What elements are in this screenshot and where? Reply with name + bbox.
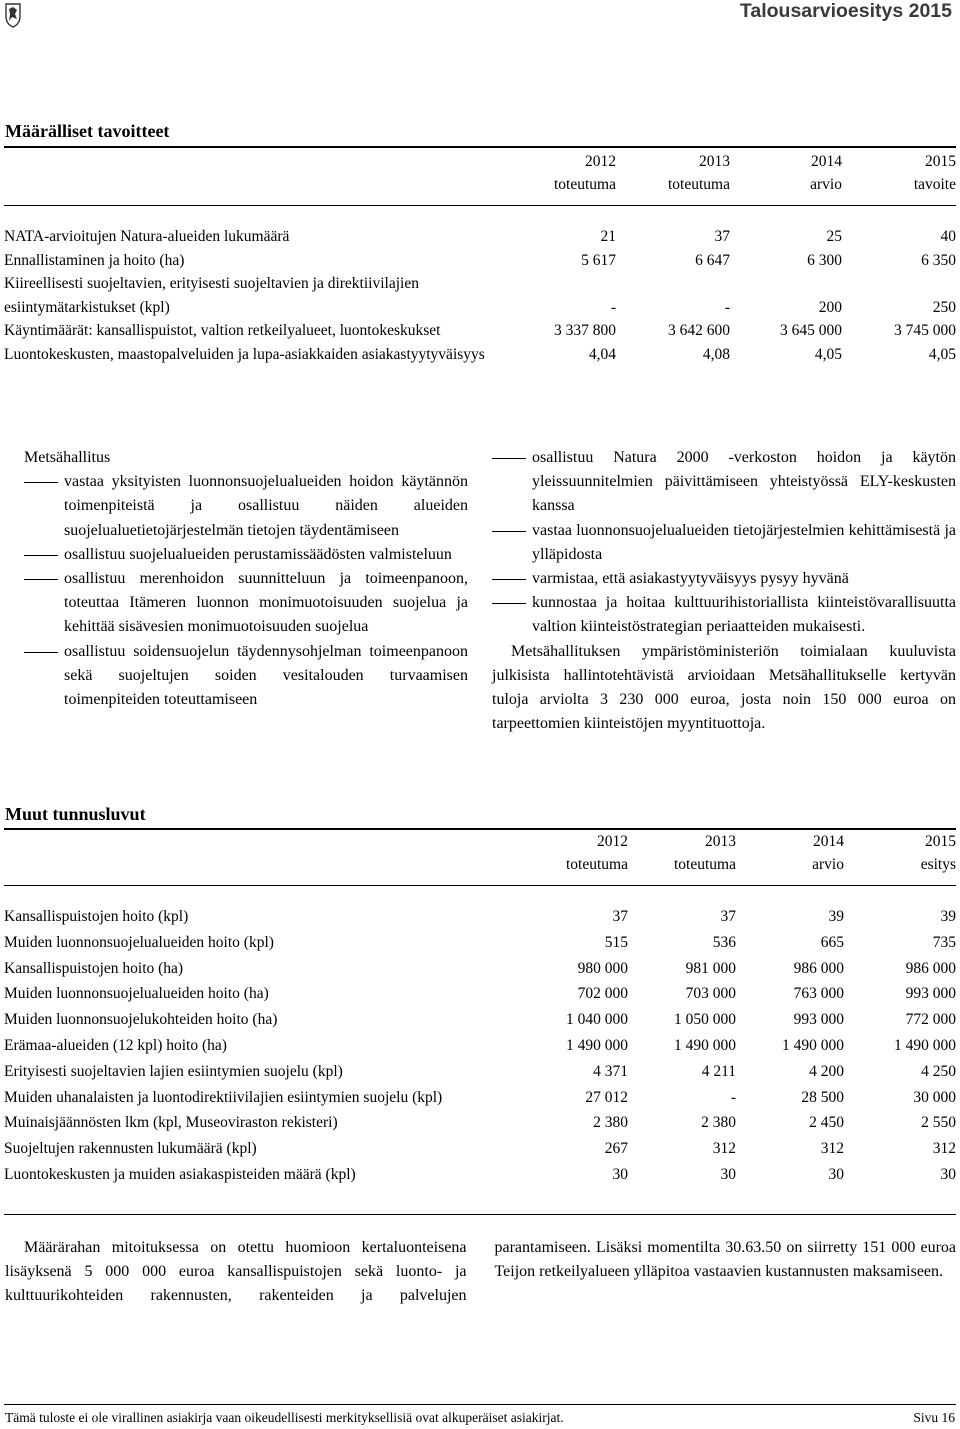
list-item: osallistuu soidensuojelun täydennysohjelman toimeenpanoon sekä suojeltujen soiden vesitalouden turvaamisen toimenpiteiden toteuttamiseen [24,640,468,713]
metsahallitus-left-column [24,446,468,712]
row-label: Kiireellisesti suojeltavien, erityisesti suojeltavien ja direktiivilajien esiintymätarkistukset (kpl) [4,275,419,316]
row-label: Kansallispuistojen hoito (kpl) [4,908,189,925]
row-value: 993 000 [793,1011,844,1029]
row-value: 3 337 800 [554,322,616,339]
table-row [4,956,956,982]
col-year: 2015 [925,153,956,170]
row-value: 6 300 [807,251,842,269]
metsahallitus-heading: Metsähallitus [24,449,111,466]
row-value: 515 [604,933,628,951]
table-row [4,981,956,1007]
row-value: 28 500 [801,1088,844,1106]
row-value: 27 012 [585,1088,628,1106]
row-label: Ennallistaminen ja hoito (ha) [4,251,185,269]
row-value: 1 050 000 [674,1011,736,1029]
col-type: arvio [810,176,842,193]
table-bottom-rule [4,1214,956,1215]
row-value: 3 745 000 [894,322,956,339]
row-value: 6 350 [921,251,956,269]
list-item: vastaa luonnonsuojelualueiden tietojärjestelmien kehittämisestä ja ylläpidosta [492,519,956,567]
row-value: 536 [712,933,736,951]
col-header [736,830,844,876]
table-row [4,1007,956,1033]
row-label: Muiden uhanalaisten ja luontodirektiivilajien esiintymien suojelu (kpl) [4,1088,443,1106]
bottom-paragraph: Määrärahan mitoituksessa on otettu huomioon kertaluonteisena lisäyksenä 5 000 000 euroa kansallispuistojen sekä luonto- ja kulttuurikohteiden rakennusten, rakenteiden ja palvelujen parantamiseen. Lisäksi momentilta 30.63.50 on siirretty 151 000 euroa Teijon retkeilyalueen ylläpitoa vastaavien kustannusten maksamiseen. [5,1239,956,1305]
list-item: kunnostaa ja hoitaa kulttuurihistoriallista kiinteistövarallisuutta valtion kiinteistöstrategian periaatteiden mukaisesti. [492,591,956,639]
table-row [4,225,956,249]
col-header [730,150,842,196]
row-label: Käyntimäärät: kansallispuistot, valtion retkeilyalueet, luontokeskukset [4,322,441,339]
section-rule [4,146,956,148]
col-type: arvio [812,856,844,873]
table-row [4,930,956,956]
col-header [616,150,730,196]
row-value: 702 000 [577,985,628,1003]
lion-crest-icon [4,2,22,28]
col-header [844,830,956,876]
row-value: 3 645 000 [780,322,842,339]
col-year: 2012 [597,833,628,850]
row-value: 200 [818,298,842,316]
row-label: Erämaa-alueiden (12 kpl) hoito (ha) [4,1036,227,1054]
footer-disclaimer: Tämä tuloste ei ole virallinen asiakirja vaan oikeudellisesti merkityksellisiä ovat alkuperäiset asiakirjat. [5,1410,564,1425]
row-label: Muiden luonnonsuojelualueiden hoito (kpl) [4,933,274,951]
list-item: osallistuu merenhoidon suunnitteluun ja toimeenpanoon, toteuttaa Itämeren luonnon monimuotoisuuden suojelua ja kehittää sisävesien monimuotoisuuden suojelua [24,567,468,640]
page-header-title: Talousarvioesitys 2015 [739,0,952,22]
row-value: 25 [826,228,842,245]
row-value: 21 [600,228,616,245]
row-value: - [730,1088,736,1106]
table-row [4,1059,956,1085]
row-value: 40 [940,228,956,245]
row-label: NATA-arvioitujen Natura-alueiden lukumäärä [4,228,290,245]
header-rule [4,205,956,206]
col-type: toteutuma [554,176,616,193]
table-row [4,319,956,343]
bottom-paragraph-block [5,1236,956,1336]
row-value: 312 [932,1140,956,1158]
row-label: Suojeltujen rakennusten lukumäärä (kpl) [4,1140,257,1158]
row-value: 37 [714,228,730,245]
row-value: 763 000 [793,985,844,1003]
col-type: esitys [920,856,956,873]
row-value: 39 [940,908,956,925]
row-label: Erityisesti suojeltavien lajien esiintymien suojelu (kpl) [4,1062,343,1080]
col-year: 2014 [813,833,844,850]
row-value: 986 000 [793,959,844,977]
row-value: 735 [932,933,956,951]
row-value: 30 [720,1165,736,1183]
page-number: Sivu 16 [913,1410,955,1425]
row-label: Luontokeskusten ja muiden asiakaspisteiden määrä (kpl) [4,1165,356,1183]
table-row [4,343,956,367]
section-title-tunnusluvut: Muut tunnusluvut [5,804,146,824]
row-value: 3 642 600 [668,322,730,339]
col-year: 2013 [699,153,730,170]
tavoitteet-table [4,225,956,366]
row-value: 267 [604,1140,628,1158]
row-value: 39 [828,908,844,925]
tunnusluvut-table [4,904,956,1188]
row-value: 6 647 [695,251,730,269]
list-item: osallistuu Natura 2000 -verkoston hoidon ja käytön yleissuunnitelmien päivittämiseen yhteistyössä ELY-keskusten kanssa [492,446,956,519]
table-row [4,1085,956,1111]
tunnusluvut-header-table [4,830,956,876]
col-year: 2015 [925,833,956,850]
row-value: 980 000 [577,959,628,977]
row-value: 1 040 000 [566,1011,628,1029]
col-year: 2012 [585,153,616,170]
row-value: 1 490 000 [566,1036,628,1054]
list-item: osallistuu suojelualueiden perustamissäädösten valmisteluun [24,543,468,567]
footer-rule [4,1404,956,1405]
col-header [628,830,736,876]
row-value: 2 380 [593,1114,628,1132]
col-type: tavoite [913,176,956,193]
row-label: Kansallispuistojen hoito (ha) [4,959,184,977]
revenue-paragraph: Metsähallituksen ympäristöministeriön toimialaan kuuluvista julkisista hallintotehtävistä arvioidaan Metsähallitukselle kertyvän tuloja arviolta 3 230 000 euroa, josta noin 150 000 euroa on tarpeettomien kiinteistöjen myyntituottoja. [492,642,956,733]
table-row [4,1162,956,1188]
header-rule [4,885,956,886]
row-value: 981 000 [685,959,736,977]
row-value: 37 [612,908,628,925]
table-row [4,1110,956,1136]
row-value: - [610,298,616,316]
row-value: 772 000 [905,1011,956,1029]
row-value: 1 490 000 [674,1036,736,1054]
list-item: varmistaa, että asiakastyytyväisyys pysyy hyvänä [492,567,956,591]
row-value: 703 000 [685,985,736,1003]
row-value: 4,04 [588,345,616,363]
col-header [514,830,628,876]
row-value: 665 [820,933,844,951]
row-value: 2 450 [809,1114,844,1132]
row-value: 4 211 [701,1062,736,1080]
col-type: toteutuma [668,176,730,193]
row-value: 312 [712,1140,736,1158]
row-value: 986 000 [905,959,956,977]
row-label: Muiden luonnonsuojelualueiden hoito (ha) [4,985,269,1003]
row-value: 2 380 [701,1114,736,1132]
row-value: 250 [932,298,956,316]
section-title-tavoitteet: Määrälliset tavoitteet [5,121,170,141]
row-value: 30 [612,1165,628,1183]
row-value: 4,08 [702,345,730,363]
col-header [504,150,616,196]
row-value: 30 [828,1165,844,1183]
col-type: toteutuma [566,856,628,873]
row-value: 30 000 [913,1088,956,1106]
row-label: Muiden luonnonsuojelukohteiden hoito (ha) [4,1011,278,1029]
table-row [4,1033,956,1059]
row-label: Luontokeskusten, maastopalveluiden ja lupa-asiakkaiden asiakastyytyväisyys [4,345,485,363]
row-label: Muinaisjäännösten lkm (kpl, Museoviraston rekisteri) [4,1114,338,1132]
col-header [842,150,956,196]
row-value: 1 490 000 [894,1036,956,1054]
table-row [4,1136,956,1162]
row-value: 37 [720,908,736,925]
row-value: 5 617 [581,251,616,269]
table-row [4,904,956,930]
table-row [4,272,956,319]
col-type: toteutuma [674,856,736,873]
row-value: 2 550 [921,1114,956,1132]
col-year: 2013 [705,833,736,850]
col-year: 2014 [811,153,842,170]
row-value: 4 250 [921,1062,956,1080]
metsahallitus-right-column [492,446,956,736]
row-value: 4 200 [809,1062,844,1080]
tavoitteet-header-table [4,150,956,196]
row-value: 30 [940,1165,956,1183]
row-value: - [724,298,730,316]
row-value: 993 000 [905,985,956,1003]
row-value: 4 371 [593,1062,628,1080]
row-value: 4,05 [814,345,842,363]
table-row [4,249,956,273]
row-value: 312 [820,1140,844,1158]
row-value: 4,05 [928,345,956,363]
footer [5,1410,955,1426]
row-value: 1 490 000 [782,1036,844,1054]
list-item: vastaa yksityisten luonnonsuojelualueiden hoidon käytännön toimenpiteistä ja osallistuu näiden alueiden suojelualuetietojärjestelmän tietojen täydentämiseen [24,470,468,543]
